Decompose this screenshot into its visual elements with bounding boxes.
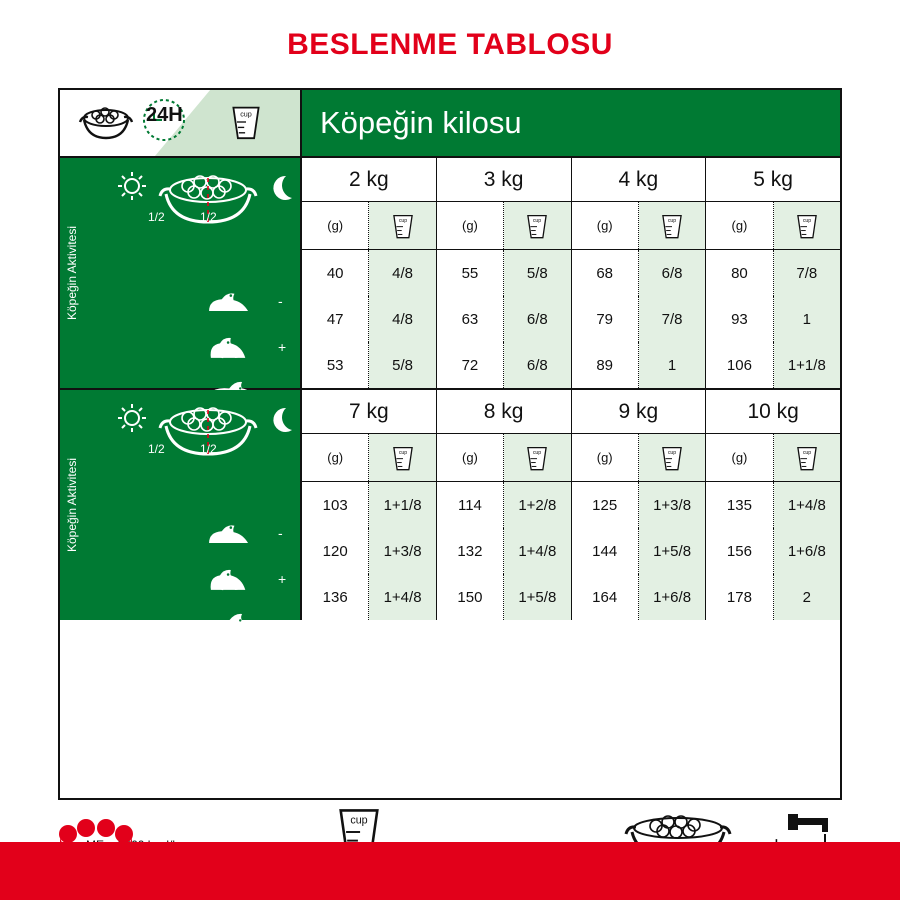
dog-icon-high-2 [200,602,264,648]
cell-cup: 6/8 [639,250,705,296]
unit-cup-icon [774,202,840,249]
cell-grams: 53 [302,342,369,388]
cell-cup: 1+3/8 [639,482,705,528]
cell-cup: 1+4/8 [774,482,840,528]
unit-grams-label: (g) [572,434,639,481]
cell-grams: 72 [437,342,504,388]
feeding-table [58,88,842,800]
weight-cell: 9 kg [572,390,707,433]
cell-cup: 1+5/8 [639,528,705,574]
unit-cup-icon [369,202,435,249]
cell-grams: 178 [706,574,773,620]
weight-cell: 4 kg [572,158,707,201]
activity-sign-mid-1: + [278,339,287,355]
table-row [302,528,840,574]
cell-cup: 1+2/8 [504,482,570,528]
dog-icon-low-1 [200,278,258,324]
portion-evening-label-2: 1/2 [200,442,217,456]
cell-cup: 1+1/8 [774,342,840,388]
svg-text:cup: cup [240,109,252,119]
cell-grams: 47 [302,296,369,342]
unit-grams-label: (g) [437,202,504,249]
cell-cup: 6/8 [504,342,570,388]
cell-cup: 4/8 [369,296,435,342]
cell-grams: 144 [572,528,639,574]
cell-grams: 106 [706,342,773,388]
unit-cup-icon [639,202,705,249]
unit-group [706,434,840,481]
dog-icon-low-2 [200,510,258,556]
block-2-left-panel [60,390,300,633]
cell-grams: 150 [437,574,504,620]
cell-grams: 40 [302,250,369,296]
unit-row-1 [302,202,840,250]
unit-grams-label: (g) [572,202,639,249]
cell-grams: 55 [437,250,504,296]
cell-grams: 79 [572,296,639,342]
weight-cell: 2 kg [302,158,437,201]
unit-row-2 [302,434,840,482]
unit-cup-icon [774,434,840,481]
unit-group [437,434,572,481]
unit-cup-icon [504,434,570,481]
cell-grams: 135 [706,482,773,528]
cell-cup: 1+6/8 [639,574,705,620]
table-block-2 [60,390,840,633]
cell-grams: 103 [302,482,369,528]
activity-sign-mid-2: + [278,571,287,587]
cell-cup: 1 [774,296,840,342]
cell-grams: 68 [572,250,639,296]
portion-morning-label-2: 1/2 [148,442,165,456]
dog-icon-mid-2 [200,556,258,602]
unit-group [302,202,437,249]
royal-canin-crest-logo [48,818,144,892]
svg-text:cup: cup [350,814,368,827]
weight-row-1 [302,158,840,202]
unit-group [572,202,707,249]
svg-text:cup: cup [398,449,407,456]
weight-row-2 [302,390,840,434]
svg-text:cup: cup [533,217,542,224]
cell-grams: 120 [302,528,369,574]
page-title: BESLENME TABLOSU [287,28,613,61]
portion-morning-label-1: 1/2 [148,210,165,224]
cell-cup: 1+3/8 [369,528,435,574]
cell-cup: 4/8 [369,250,435,296]
cell-grams: 156 [706,528,773,574]
header-left-cell [60,90,300,156]
unit-group [302,434,437,481]
cell-grams: 136 [302,574,369,620]
svg-text:cup: cup [533,449,542,456]
table-row [302,296,840,342]
table-row [302,574,840,620]
table-header-row [60,90,840,158]
cell-grams: 114 [437,482,504,528]
weight-cell: 7 kg [302,390,437,433]
cell-cup: 7/8 [639,296,705,342]
activity-axis-label-2: Köpeğin Aktivitesi [65,457,79,553]
block-1-left-panel [60,158,300,388]
unit-grams-label: (g) [706,202,773,249]
unit-grams-label: (g) [302,434,369,481]
cell-cup: 1+6/8 [774,528,840,574]
svg-text:cup: cup [802,217,811,224]
portion-evening-label-1: 1/2 [200,210,217,224]
duration-label: 24H [146,104,183,126]
svg-text:cup: cup [667,449,677,456]
cell-cup: 1 [639,342,705,388]
cell-grams: 63 [437,296,504,342]
table-row [302,250,840,296]
table-block-1 [60,158,840,390]
weight-cell: 8 kg [437,390,572,433]
cup-icon-header [228,102,264,142]
activity-sign-low-2: - [278,525,283,541]
bowl-24h-icon [76,98,206,154]
unit-cup-icon [504,202,570,249]
cell-grams: 164 [572,574,639,620]
cell-grams: 125 [572,482,639,528]
weight-cell: 3 kg [437,158,572,201]
unit-grams-label: (g) [706,434,773,481]
activity-sign-high-2: ++ [278,617,295,633]
cell-cup: 5/8 [369,342,435,388]
unit-group [437,202,572,249]
unit-grams-label: (g) [302,202,369,249]
svg-text:cup: cup [802,449,811,456]
svg-text:cup: cup [398,217,407,224]
cell-grams: 93 [706,296,773,342]
dog-icon-mid-1 [200,324,258,370]
cell-cup: 1+4/8 [369,574,435,620]
unit-group [572,434,707,481]
cell-cup: 1+4/8 [504,528,570,574]
cell-grams: 89 [572,342,639,388]
weight-title: Köpeğin kilosu [300,90,840,156]
cell-grams: 132 [437,528,504,574]
cell-cup: 7/8 [774,250,840,296]
cell-cup: 1+5/8 [504,574,570,620]
table-row [302,482,840,528]
activity-axis-label-1: Köpeğin Aktivitesi [65,225,79,321]
unit-cup-icon [369,434,435,481]
table-row [302,342,840,388]
cell-grams: 80 [706,250,773,296]
svg-text:cup: cup [667,217,677,224]
cell-cup: 2 [774,574,840,620]
block-2-data [300,390,840,620]
weight-cell: 5 kg [753,167,793,191]
unit-cup-icon [639,434,705,481]
cell-cup: 1+1/8 [369,482,435,528]
cell-cup: 5/8 [504,250,570,296]
unit-group [706,202,840,249]
cell-cup: 6/8 [504,296,570,342]
weight-cell: 10 kg [747,399,799,423]
activity-sign-low-1: - [278,293,283,309]
unit-grams-label: (g) [437,434,504,481]
block-1-data [300,158,840,388]
